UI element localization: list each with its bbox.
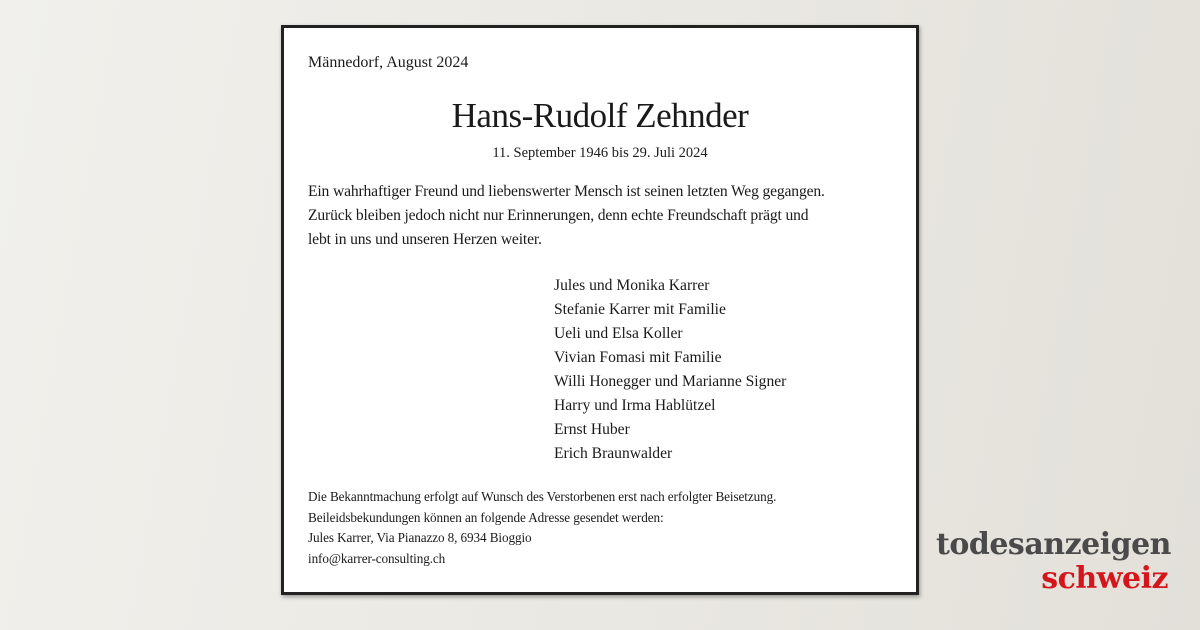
mourner: Ernst Huber bbox=[554, 421, 630, 438]
mourners-list bbox=[554, 274, 786, 466]
mourner: Jules und Monika Karrer bbox=[554, 277, 710, 294]
mourner: Vivian Fomasi mit Familie bbox=[554, 349, 722, 366]
mourner: Erich Braunwalder bbox=[554, 445, 673, 462]
mourner: Ueli und Elsa Koller bbox=[554, 325, 683, 342]
brand-logo bbox=[936, 528, 1171, 596]
footer-line: Die Bekanntmachung erfolgt auf Wunsch des Verstorbenen erst nach erfolgter Beisetzung. bbox=[308, 489, 777, 504]
deceased-name: Hans-Rudolf Zehnder bbox=[451, 96, 749, 135]
text-line: Ein wahrhaftiger Freund und liebenswerter Mensch ist seinen letzten Weg gegangen. bbox=[308, 183, 825, 200]
footer-address: Jules Karrer, Via Pianazzo 8, 6934 Bioggio bbox=[308, 530, 532, 545]
text-line: Zurück bleiben jedoch nicht nur Erinnerungen, denn echte Freundschaft prägt und bbox=[308, 207, 809, 224]
footer-email: info@karrer-consulting.ch bbox=[308, 550, 446, 566]
footer-line: Beileidsbekundungen können an folgende Adresse gesendet werden: bbox=[308, 509, 664, 525]
obituary-notice bbox=[281, 25, 919, 595]
notice-text bbox=[308, 180, 825, 252]
mourner: Harry und Irma Hablützel bbox=[554, 397, 716, 414]
mourner: Stefanie Karrer mit Familie bbox=[554, 301, 726, 318]
brand-line1: todesanzeigen bbox=[936, 527, 1171, 562]
location-date: Männedorf, August 2024 bbox=[308, 54, 469, 71]
brand-line2: schweiz bbox=[1041, 561, 1168, 596]
life-dates: 11. September 1946 bis 29. Juli 2024 bbox=[492, 145, 708, 161]
mourner: Willi Honegger und Marianne Signer bbox=[554, 373, 787, 390]
notice-footer bbox=[308, 487, 776, 569]
text-line: lebt in uns und unseren Herzen weiter. bbox=[308, 231, 542, 248]
